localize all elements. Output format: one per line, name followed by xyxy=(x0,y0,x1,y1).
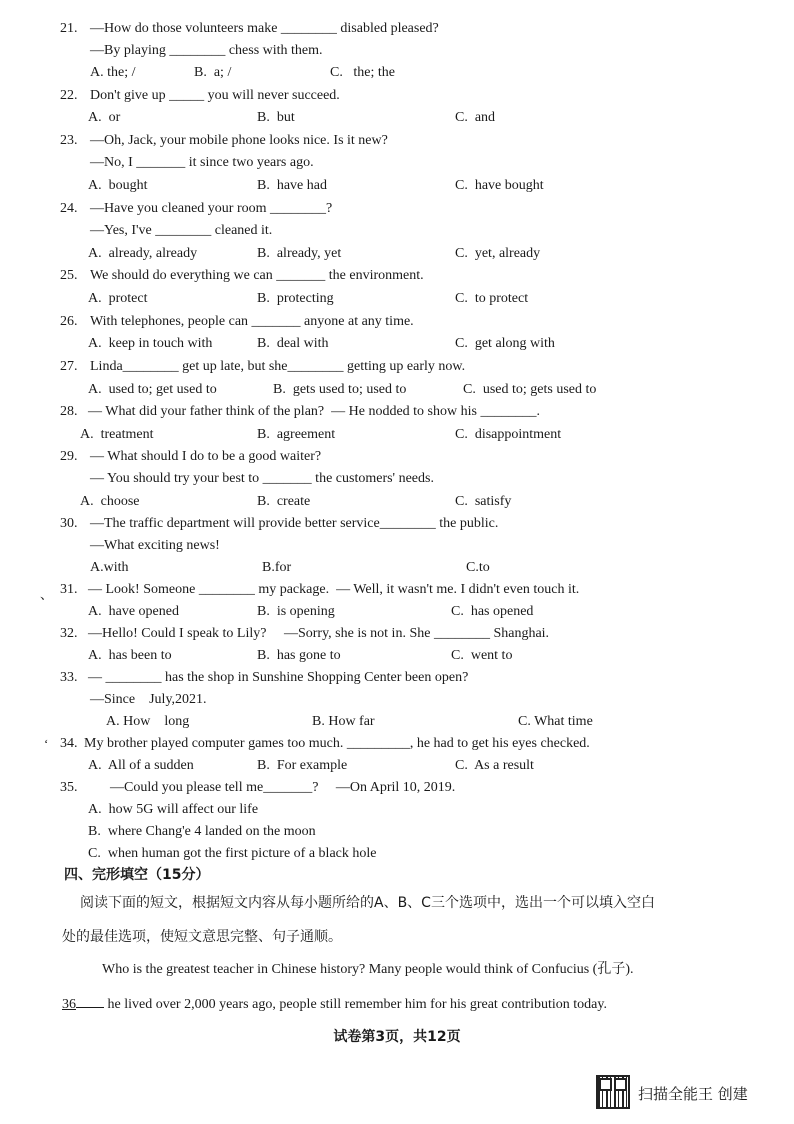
option-b: B. protecting xyxy=(257,291,334,306)
option-c: C. As a result xyxy=(455,758,534,773)
passage-line xyxy=(62,995,607,1014)
question-number: 28. xyxy=(60,404,78,419)
question-number: 32. xyxy=(60,626,78,641)
option-a: A. used to; get used to xyxy=(88,382,217,397)
option-a: A. have opened xyxy=(88,604,179,619)
option-b: B. but xyxy=(257,110,295,125)
question-number: 31. xyxy=(60,582,78,597)
section-instruction: 处的最佳选项，使短文意思完整、句子通顺。 xyxy=(62,929,342,945)
option-c: C. used to; gets used to xyxy=(463,382,597,397)
option-a: A. how 5G will affect our life xyxy=(88,802,259,817)
option-b: B. has gone to xyxy=(257,648,341,663)
option-c: C. What time xyxy=(518,714,593,729)
question-stem: With telephones, people can _______ anyone at any time. xyxy=(90,314,414,329)
question-stem: —Could you please tell me_______? —On April 10, 2019. xyxy=(110,780,456,795)
option-b: B. already, yet xyxy=(257,246,342,261)
option-a: A. keep in touch with xyxy=(88,336,213,351)
question-stem: — You should try your best to _______ the customers' needs. xyxy=(90,471,434,486)
qr-code-icon xyxy=(596,1075,630,1109)
question-stem: Linda________ get up late, but she________ getting up early now. xyxy=(90,359,466,374)
question-stem: —Hello! Could I speak to Lily? —Sorry, she is not in. She ________ Shanghai. xyxy=(88,626,550,641)
option-a: A. treatment xyxy=(80,427,154,442)
question-stem: —How do those volunteers make ________ disabled pleased? xyxy=(90,21,439,36)
blank-line xyxy=(76,995,104,1008)
question-stem: — What did your father think of the plan? — He nodded to show his ________. xyxy=(88,404,540,419)
option-c: C. when human got the first picture of a black hole xyxy=(88,846,377,861)
option-c: C. satisfy xyxy=(455,494,512,509)
section-heading: 四、完形填空（15分） xyxy=(64,867,210,883)
option-c: C. the; the xyxy=(330,65,395,80)
question-stem: Don't give up _____ you will never succeed. xyxy=(90,88,340,103)
question-number: 26. xyxy=(60,314,78,329)
option-a: A. or xyxy=(88,110,121,125)
option-a: A. How long xyxy=(106,714,190,729)
question-stem: —The traffic department will provide better service________ the public. xyxy=(90,516,499,531)
question-number: 33. xyxy=(60,670,78,685)
option-c: C. and xyxy=(455,110,496,125)
question-stem: —Oh, Jack, your mobile phone looks nice. Is it new? xyxy=(90,133,388,148)
margin-mark: 、 xyxy=(40,587,54,602)
option-c: C. yet, already xyxy=(455,246,541,261)
question-number: 27. xyxy=(60,359,78,374)
option-c: C. disappointment xyxy=(455,427,562,442)
option-b: B. For example xyxy=(257,758,348,773)
scanner-watermark: 扫描全能王 创建 xyxy=(638,1085,748,1103)
question-stem: We should do everything we can _______ the environment. xyxy=(90,268,424,283)
question-number: 30. xyxy=(60,516,78,531)
option-b: B. is opening xyxy=(257,604,335,619)
question-number: 22. xyxy=(60,88,78,103)
question-number: 24. xyxy=(60,201,78,216)
question-number: 34. xyxy=(60,736,78,751)
option-b: B. agreement xyxy=(257,427,336,442)
question-stem: — ________ has the shop in Sunshine Shopping Center been open? xyxy=(88,670,469,685)
question-number: 29. xyxy=(60,449,78,464)
page-footer: 试卷第3页，共12页 xyxy=(333,1029,461,1045)
question-stem: —What exciting news! xyxy=(90,538,220,553)
option-b: B. deal with xyxy=(257,336,329,351)
option-a: A. All of a sudden xyxy=(88,758,194,773)
option-b: B.for xyxy=(262,560,292,575)
option-b: B. How far xyxy=(312,714,375,729)
option-b: B. a; / xyxy=(194,65,232,80)
question-stem: —Since July,2021. xyxy=(90,692,207,707)
section-instruction: 阅读下面的短文，根据短文内容从每小题所给的A、B、C三个选项中，选出一个可以填入空白 xyxy=(80,895,655,911)
question-number: 25. xyxy=(60,268,78,283)
option-b: B. where Chang'e 4 landed on the moon xyxy=(88,824,316,839)
option-b: B. create xyxy=(257,494,311,509)
question-number: 21. xyxy=(60,21,78,36)
option-a: A.with xyxy=(90,560,129,575)
question-number: 23. xyxy=(60,133,78,148)
question-stem: — What should I do to be a good waiter? xyxy=(90,449,322,464)
option-c: C.to xyxy=(466,560,490,575)
option-c: C. went to xyxy=(451,648,513,663)
question-number: 35. xyxy=(60,780,78,795)
option-b: B. gets used to; used to xyxy=(273,382,407,397)
option-b: B. have had xyxy=(257,178,327,193)
option-a: A. already, already xyxy=(88,246,198,261)
option-a: A. the; / xyxy=(90,65,136,80)
option-a: A. has been to xyxy=(88,648,172,663)
passage-line: Who is the greatest teacher in Chinese history? Many people would think of Confucius (孔子). xyxy=(102,962,634,977)
question-stem: —Have you cleaned your room ________? xyxy=(90,201,333,216)
question-stem: My brother played computer games too much. _________, he had to get his eyes checked. xyxy=(84,736,590,751)
question-stem: —By playing ________ chess with them. xyxy=(90,43,323,58)
option-a: A. protect xyxy=(88,291,148,306)
option-a: A. bought xyxy=(88,178,148,193)
option-a: A. choose xyxy=(80,494,140,509)
passage-text: he lived over 2,000 years ago, people still remember him for his great contribution today. xyxy=(104,997,607,1012)
question-stem: —No, I _______ it since two years ago. xyxy=(90,155,314,170)
margin-mark: ‘ xyxy=(44,736,49,751)
question-stem: —Yes, I've ________ cleaned it. xyxy=(90,223,273,238)
option-c: C. have bought xyxy=(455,178,544,193)
blank-number: 36 xyxy=(62,997,76,1012)
option-c: C. to protect xyxy=(455,291,529,306)
option-c: C. has opened xyxy=(451,604,534,619)
question-stem: — Look! Someone ________ my package. — Well, it wasn't me. I didn't even touch it. xyxy=(88,582,580,597)
option-c: C. get along with xyxy=(455,336,555,351)
